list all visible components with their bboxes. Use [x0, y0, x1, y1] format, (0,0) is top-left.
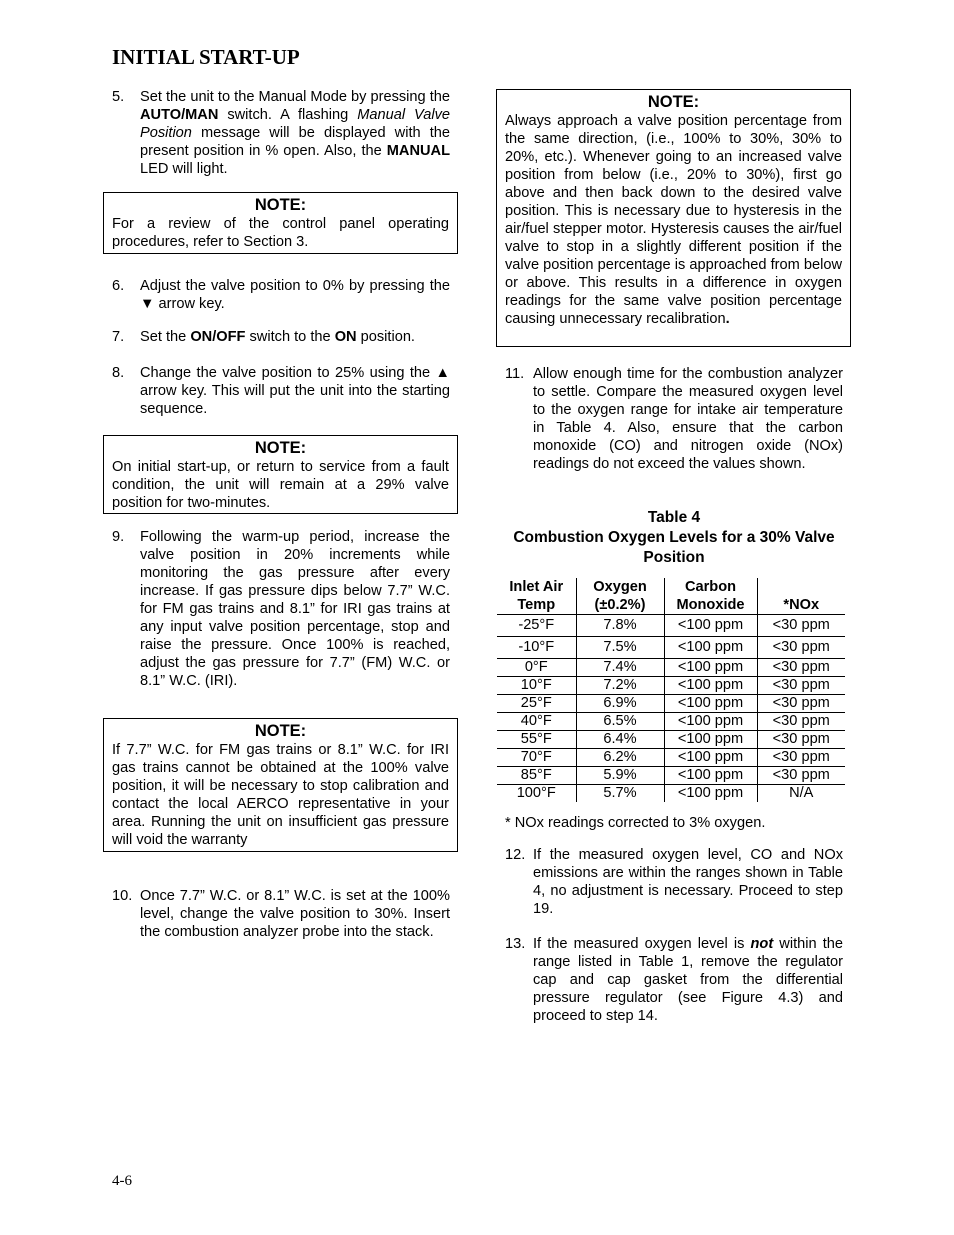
table-cell: 7.4%: [576, 659, 664, 677]
step-text: Allow enough time for the combustion analyzer to settle. Compare the measured oxygen level to the oxygen range for intake air temperature in Table 4. Also, ensure that the carbon monoxide (CO) and nitrogen oxide (NOx) readings do not exceed the values shown.: [533, 366, 843, 472]
table-cell: <30 ppm: [757, 713, 845, 731]
table-cell: 6.5%: [576, 713, 664, 731]
table-cell: <100 ppm: [664, 637, 757, 659]
note-heading: NOTE:: [254, 439, 307, 457]
table-cell: N/A: [789, 785, 814, 801]
note-heading: NOTE:: [254, 196, 307, 214]
step-text: If the measured oxygen level is not within the range listed in Table 1, remove the regulator cap and cap gasket from the differential pressure regulator (see Figure 4.3) and proceed to step 14.: [533, 936, 843, 1024]
table-cell: 25°F: [497, 695, 576, 713]
table-cell: <30 ppm: [757, 677, 845, 695]
step-text: If the measured oxygen level, CO and NOx emissions are within the ranges shown in Table 4, no adjustment is necessary. Proceed to step 19.: [533, 847, 843, 917]
table-cell: <100 ppm: [664, 749, 757, 767]
table-cell: 5.7%: [576, 785, 664, 803]
table-cell: 85°F: [497, 767, 576, 785]
table-cell: 100°F: [497, 785, 576, 803]
table-cell: <100 ppm: [664, 767, 757, 785]
column-header: Oxygen (±0.2%): [576, 578, 664, 615]
table-cell: 6.4%: [576, 731, 664, 749]
step-12: [505, 846, 843, 918]
step-number: 8.: [112, 365, 125, 381]
step-number: 7.: [112, 329, 125, 345]
table-cell: <100 ppm: [664, 731, 757, 749]
step-6: [112, 277, 450, 313]
table-cell: <100 ppm: [664, 659, 757, 677]
note-heading: NOTE:: [254, 722, 307, 740]
table-cell: 55°F: [497, 731, 576, 749]
table-cell: -25°F: [497, 615, 576, 637]
step-number: 11.: [505, 366, 525, 382]
column-header: Inlet Air Temp: [497, 578, 576, 615]
table-cell: 7.8%: [576, 615, 664, 637]
step-11: [505, 365, 843, 473]
table-cell: <30 ppm: [757, 731, 845, 749]
table-row: [497, 637, 845, 659]
table-row: [497, 695, 845, 713]
note-box: [496, 89, 851, 347]
note-text: For a review of the control panel operating procedures, refer to Section 3.: [112, 216, 449, 250]
table-row: [497, 749, 845, 767]
note-text: If 7.7” W.C. for FM gas trains or 8.1” W.C. for IRI gas trains cannot be obtained at the 100% valve position, it will be necessary to stop calibration and contact the local AERCO representative in your area. Running the unit on insufficient gas pressure will void the warranty: [112, 742, 449, 848]
step-5: [112, 88, 450, 178]
step-number: 10.: [112, 888, 133, 904]
table-footnote: * NOx readings corrected to 3% oxygen.: [505, 815, 766, 831]
table-header-row: [497, 578, 845, 615]
page-number: 4-6: [112, 1173, 132, 1189]
step-number: 9.: [112, 529, 125, 545]
note-box: [103, 192, 458, 254]
table-row: [497, 767, 845, 785]
table-row: [497, 731, 845, 749]
note-text: Always approach a valve position percentage from the same direction, (i.e., 100% to 30%, 30% to 20%, etc.). Whenever going to an increased valve position from below (i.e., 20% to 30%), first go above and then back down to the desired valve position. This is necessary due to hysteresis in the air/fuel stepper motor. Hysteresis causes the air/fuel valve to stop in a slightly different position if the valve position percentage is approached from below or above. This results in a difference in oxygen readings for the same valve position percentage causing unnecessary recalibration.: [505, 113, 842, 327]
step-text: Change the valve position to 25% using the ▲ arrow key. This will put the unit into the starting sequence.: [140, 365, 450, 417]
note-heading: NOTE:: [647, 93, 700, 111]
step-13: [505, 935, 843, 1025]
table-cell: <30 ppm: [757, 659, 845, 677]
table-cell: <30 ppm: [757, 615, 845, 637]
table-row: [497, 677, 845, 695]
table-cell: <30 ppm: [757, 749, 845, 767]
table-cell: 7.5%: [576, 637, 664, 659]
step-number: 12.: [505, 847, 526, 863]
table-cell: 10°F: [497, 677, 576, 695]
step-9: [112, 528, 450, 690]
table-cell: <100 ppm: [664, 785, 757, 803]
column-header: Carbon Monoxide: [664, 578, 757, 615]
table-cell: <100 ppm: [664, 695, 757, 713]
table-cell: 0°F: [497, 659, 576, 677]
table-cell: <100 ppm: [664, 615, 757, 637]
step-number: 5.: [112, 89, 125, 105]
table-cell: 5.9%: [576, 767, 664, 785]
note-text: On initial start-up, or return to service from a fault condition, the unit will remain at a 29% valve position for two-minutes.: [112, 459, 449, 511]
step-text: Set the unit to the Manual Mode by pressing the AUTO/MAN switch. A flashing Manual Valve Position message will be displayed with the present position in % open. Also, the MANUAL LED will light.: [140, 89, 450, 177]
page-title: INITIAL START-UP: [112, 45, 300, 69]
step-text: Set the ON/OFF switch to the ON position.: [140, 329, 415, 345]
table-cell: -10°F: [497, 637, 576, 659]
step-text: Once 7.7” W.C. or 8.1” W.C. is set at the 100% level, change the valve position to 30%. Insert the combustion analyzer probe into the stack.: [140, 888, 450, 940]
note-box: [103, 435, 458, 514]
table-row: [497, 659, 845, 677]
table-row: [497, 615, 845, 637]
step-text: Adjust the valve position to 0% by pressing the ▼ arrow key.: [140, 278, 450, 312]
table-caption: Combustion Oxygen Levels for a 30% Valve Position: [513, 529, 835, 566]
table-cell: <30 ppm: [757, 695, 845, 713]
table-cell: 6.9%: [576, 695, 664, 713]
step-number: 6.: [112, 278, 125, 294]
note-box: [103, 718, 458, 852]
step-7: [112, 328, 450, 346]
table-cell: <30 ppm: [757, 767, 845, 785]
table-label: Table 4: [647, 509, 701, 526]
oxygen-levels-table: [497, 578, 845, 802]
column-header: *NOx: [757, 578, 845, 615]
table-cell: 6.2%: [576, 749, 664, 767]
step-10: [112, 887, 450, 941]
table-cell: <30 ppm: [757, 637, 845, 659]
table-cell: 40°F: [497, 713, 576, 731]
step-text: Following the warm-up period, increase the valve position in 20% increments while monitoring the gas pressure after every increase. If gas pressure dips below 7.7” W.C. for FM gas trains and 8.1” for IRI gas trains at any input valve position percentage, stop and raise the pressure. Once 100% is reached, adjust the gas pressure for 7.7” (FM) W.C. or 8.1” W.C. (IRI).: [140, 529, 450, 689]
step-8: [112, 364, 450, 418]
table-row: [497, 713, 845, 731]
table-row: [497, 785, 845, 803]
step-number: 13.: [505, 936, 526, 952]
table-cell: 70°F: [497, 749, 576, 767]
table-cell: <100 ppm: [664, 713, 757, 731]
table-cell: 7.2%: [576, 677, 664, 695]
table-cell: <100 ppm: [664, 677, 757, 695]
